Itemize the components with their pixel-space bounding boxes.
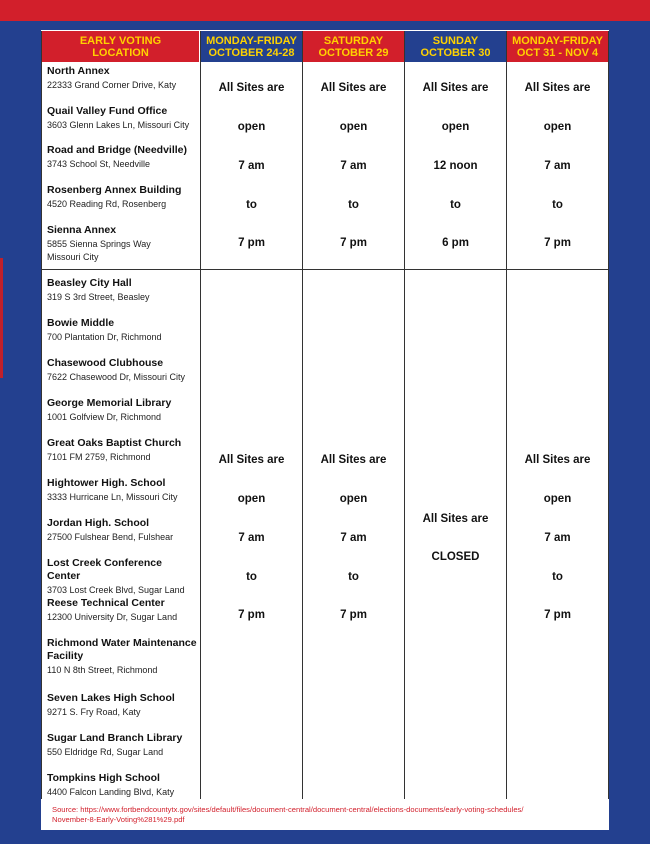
hours-cell: 7 pm bbox=[544, 237, 571, 249]
grid-line bbox=[302, 31, 303, 799]
hours-cell: All Sites are bbox=[422, 513, 489, 525]
location-entry: George Memorial Library 1001 Golfview Dr, Richmond bbox=[47, 397, 172, 422]
hours-cell: 7 pm bbox=[544, 609, 571, 621]
header-mon-fri-oct-24-28: MONDAY-FRIDAY OCTOBER 24-28 bbox=[201, 31, 302, 62]
location-entry: Sugar Land Branch Library 550 Eldridge Rd, Sugar Land bbox=[47, 732, 183, 757]
left-red-accent bbox=[0, 258, 3, 378]
location-entry: Rosenberg Annex Building 4520 Reading Rd, Rosenberg bbox=[47, 184, 182, 209]
hours-cell: open bbox=[339, 121, 368, 133]
hours-cell: 7 am bbox=[544, 160, 571, 172]
hours-cell: to bbox=[552, 571, 563, 583]
hours-cell: 7 am bbox=[544, 532, 571, 544]
hours-cell: All Sites are bbox=[218, 454, 285, 466]
hours-cell: 7 am bbox=[340, 160, 367, 172]
location-entry: Road and Bridge (Needville) 3743 School St, Needville bbox=[47, 144, 188, 169]
hours-cell: All Sites are bbox=[524, 454, 591, 466]
location-entry: Beasley City Hall 319 S 3rd Street, Beasley bbox=[47, 277, 150, 302]
grid-line bbox=[608, 31, 609, 799]
hours-cell: open bbox=[441, 121, 470, 133]
hours-cell: open bbox=[543, 121, 572, 133]
hours-cell: 7 pm bbox=[340, 609, 367, 621]
header-mon-fri-oct-31-nov-4: MONDAY-FRIDAY OCT 31 - NOV 4 bbox=[507, 31, 608, 62]
location-entry: Great Oaks Baptist Church 7101 FM 2759, Richmond bbox=[47, 437, 182, 462]
location-entry: Chasewood Clubhouse 7622 Chasewood Dr, Missouri City bbox=[47, 357, 186, 382]
hours-cell: 7 pm bbox=[340, 237, 367, 249]
header-sunday-oct-30: SUNDAY OCTOBER 30 bbox=[405, 31, 506, 62]
hours-cell: All Sites are bbox=[320, 454, 387, 466]
hours-cell: to bbox=[348, 571, 359, 583]
location-entry: Quail Valley Fund Office 3603 Glenn Lakes Ln, Missouri City bbox=[47, 105, 190, 130]
hours-cell: open bbox=[237, 121, 266, 133]
location-entry: Hightower High. School 3333 Hurricane Ln, Missouri City bbox=[47, 477, 178, 502]
header-saturday-oct-29: SATURDAY OCTOBER 29 bbox=[303, 31, 404, 62]
location-entry: Tompkins High School 4400 Falcon Landing Blvd, Katy bbox=[47, 772, 175, 797]
top-red-band bbox=[0, 0, 650, 21]
hours-cell: 7 am bbox=[340, 532, 367, 544]
hours-cell: open bbox=[237, 493, 266, 505]
location-entry: Sienna Annex 5855 Sienna Springs Way Missouri City bbox=[47, 224, 151, 262]
group-divider bbox=[42, 269, 608, 270]
closed-cell: CLOSED bbox=[431, 551, 480, 563]
location-entry: Seven Lakes High School 9271 S. Fry Road, Katy bbox=[47, 692, 175, 717]
location-entry: Reese Technical Center 12300 University Dr, Sugar Land bbox=[47, 597, 178, 622]
grid-line bbox=[506, 31, 507, 799]
hours-cell: 7 pm bbox=[238, 609, 265, 621]
hours-cell: to bbox=[552, 199, 563, 211]
grid-line bbox=[200, 31, 201, 799]
hours-cell: All Sites are bbox=[524, 82, 591, 94]
hours-cell: to bbox=[246, 571, 257, 583]
location-entry: Jordan High. School 27500 Fulshear Bend, Fulshear bbox=[47, 517, 174, 542]
hours-cell: 7 am bbox=[238, 160, 265, 172]
grid-line bbox=[404, 31, 405, 799]
location-entry: North Annex 22333 Grand Corner Drive, Katy bbox=[47, 65, 177, 90]
hours-cell: All Sites are bbox=[422, 82, 489, 94]
location-entry: Lost Creek Conference Center 3703 Lost Creek Blvd, Sugar Land bbox=[47, 557, 185, 595]
hours-cell: 12 noon bbox=[433, 160, 478, 172]
source-citation: Source: https://www.fortbendcountytx.gov/sites/default/files/document-central/document-central/elections-documents/early-voting-schedules/ November-8-Early-Voting%281%29.pdf bbox=[52, 805, 524, 824]
location-entry: Richmond Water Maintenance Facility 110 N 8th Street, Richmond bbox=[47, 637, 197, 675]
voting-schedule-table bbox=[41, 30, 609, 830]
hours-cell: 7 pm bbox=[238, 237, 265, 249]
header-location: EARLY VOTING LOCATION bbox=[42, 31, 199, 62]
hours-cell: to bbox=[450, 199, 461, 211]
hours-cell: to bbox=[348, 199, 359, 211]
hours-cell: 7 am bbox=[238, 532, 265, 544]
hours-cell: All Sites are bbox=[320, 82, 387, 94]
hours-cell: 6 pm bbox=[442, 237, 469, 249]
hours-cell: open bbox=[543, 493, 572, 505]
hours-cell: All Sites are bbox=[218, 82, 285, 94]
hours-cell: to bbox=[246, 199, 257, 211]
hours-cell: open bbox=[339, 493, 368, 505]
grid-line bbox=[41, 31, 42, 799]
location-entry: Bowie Middle 700 Plantation Dr, Richmond bbox=[47, 317, 162, 342]
